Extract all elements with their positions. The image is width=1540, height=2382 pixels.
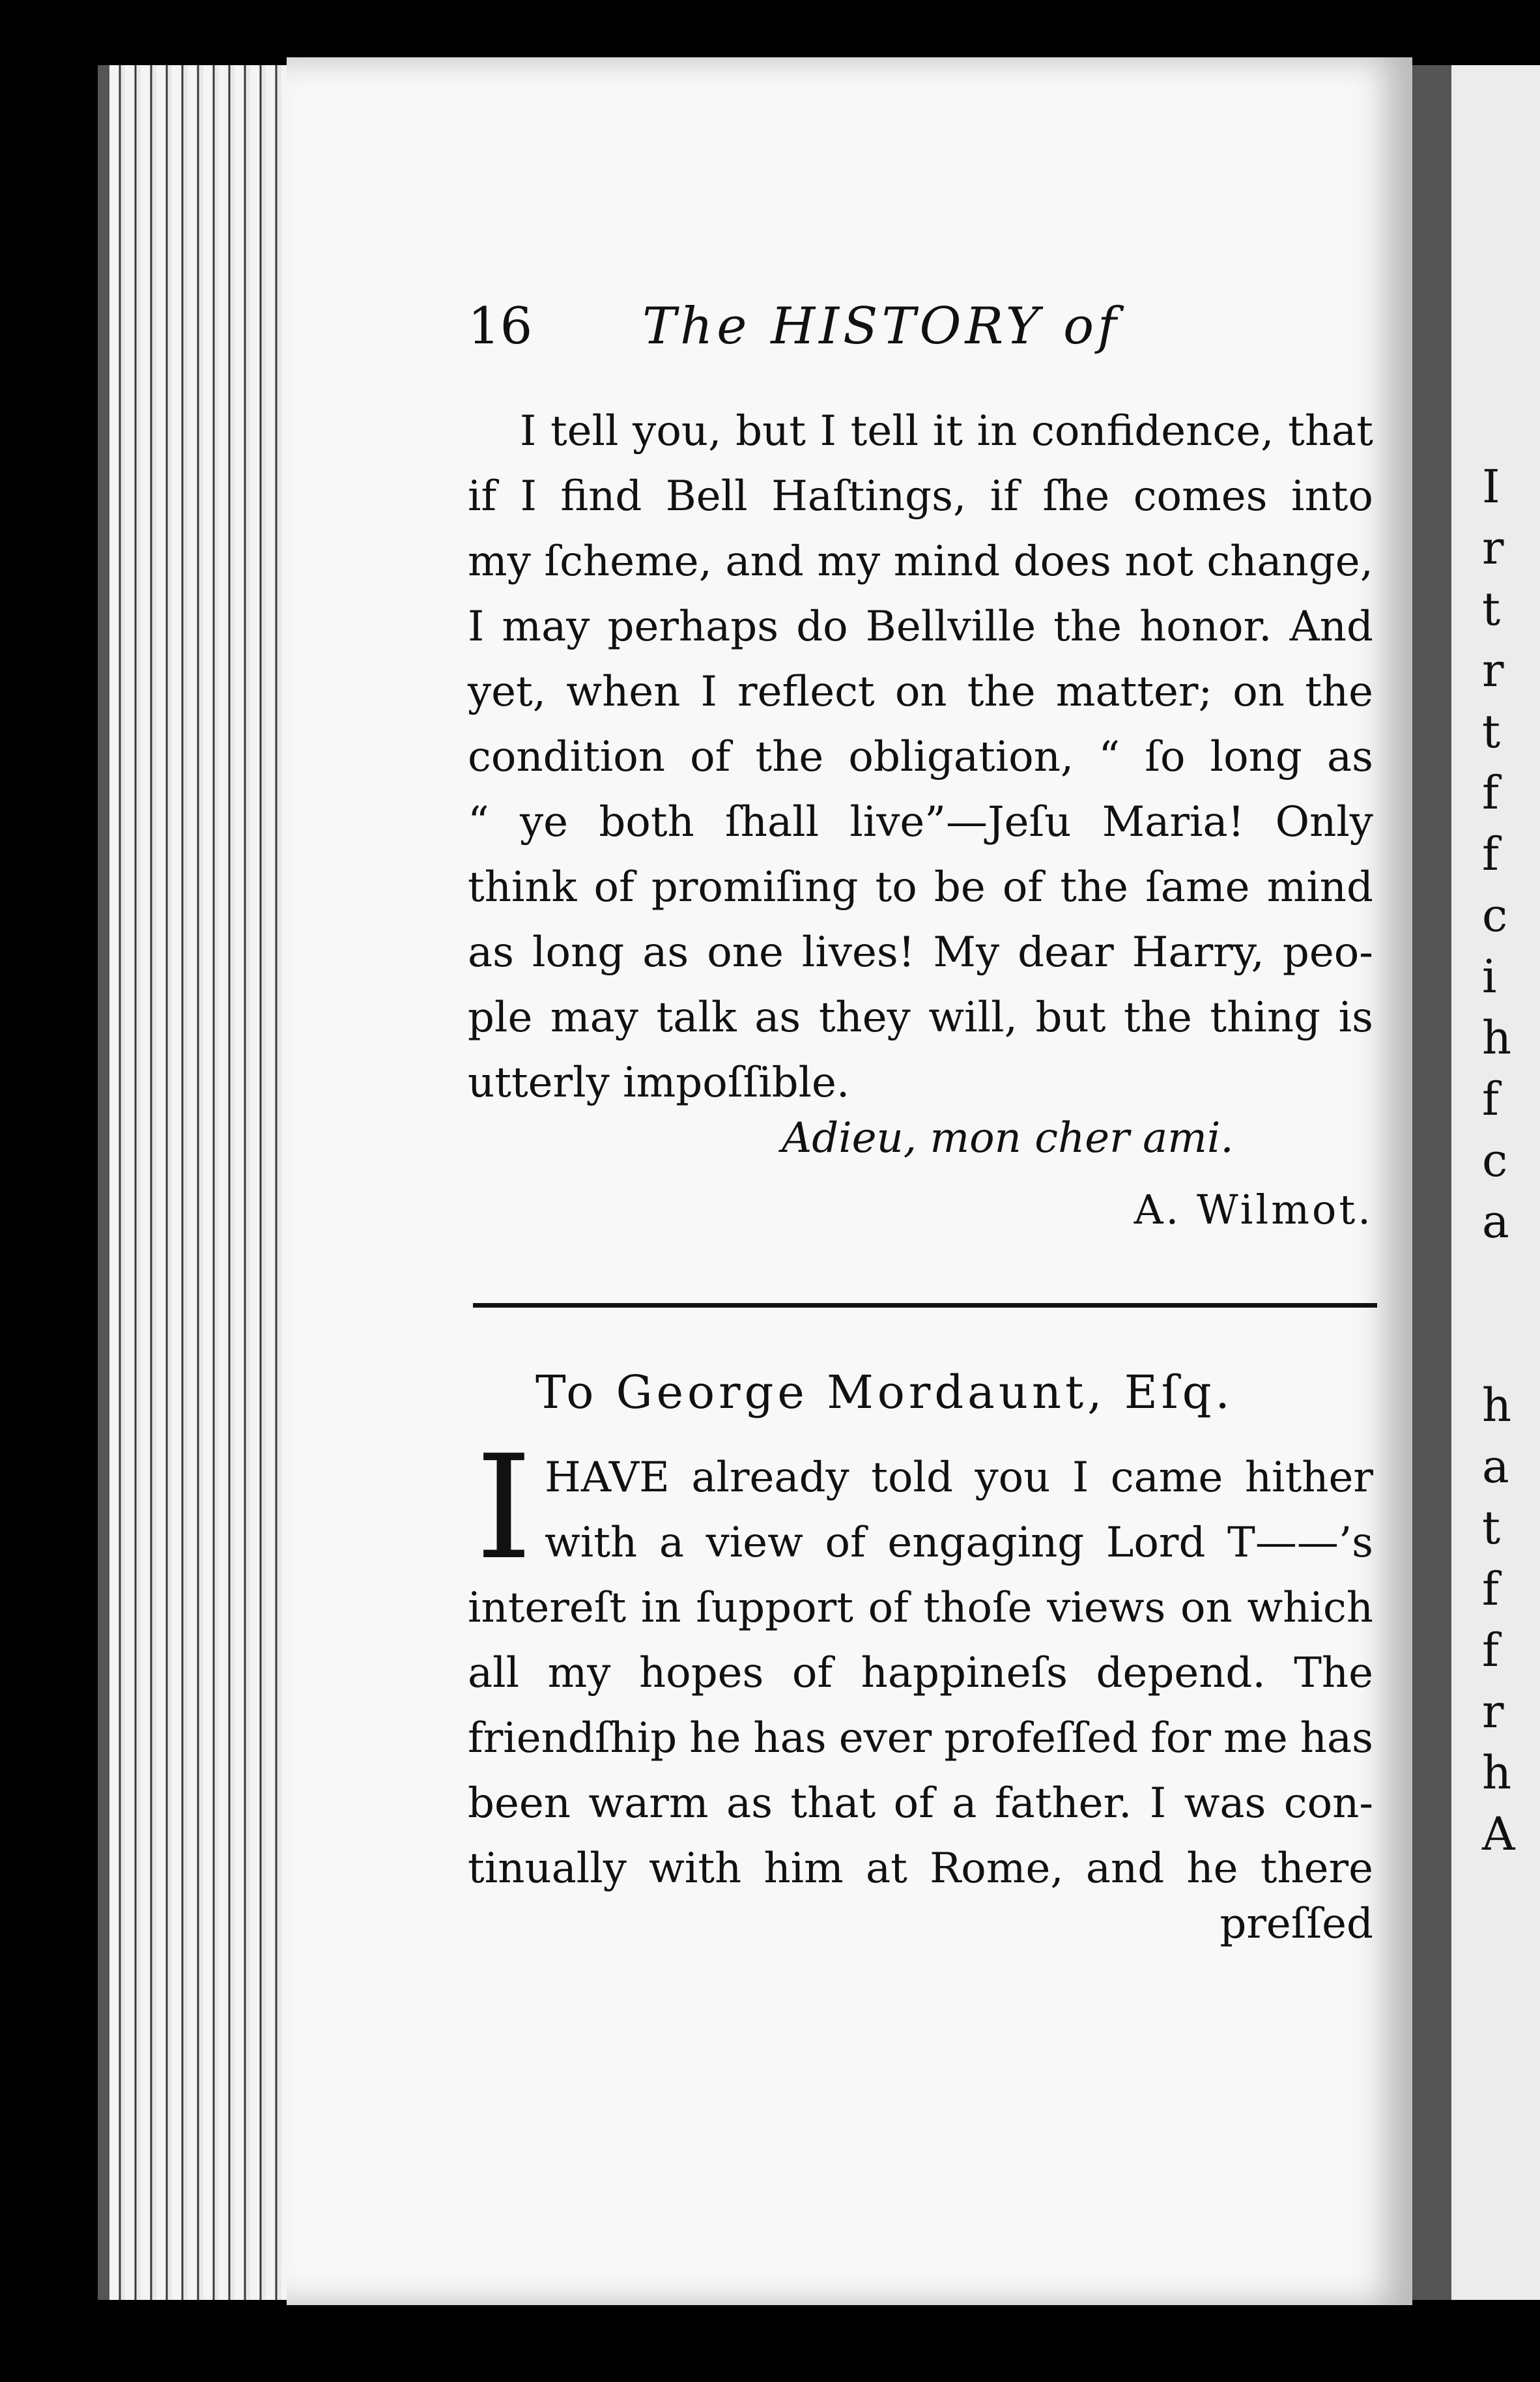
text-line: tinually with him at Rome, and he there: [468, 1844, 1373, 1893]
text-line: been warm as that of a father. I was con-: [468, 1779, 1373, 1828]
text-line: I tell you, but I tell it in confidence, that: [520, 407, 1373, 455]
facing-letter: f: [1482, 1624, 1499, 1677]
text-line: think of promiſing to be of the ſame mind: [468, 863, 1373, 911]
text-line: all my hopes of happineſs depend. The: [468, 1649, 1373, 1697]
section-divider: [473, 1303, 1377, 1308]
facing-letter: f: [1482, 827, 1499, 881]
text-line: “ ye both ſhall live”—Jeſu Maria! Only: [468, 798, 1373, 846]
facing-page-edge: [1412, 65, 1540, 2300]
text-line: condition of the obligation, “ ſo long as: [468, 733, 1373, 781]
text-line: intereſt in ſupport of thoſe views on which: [468, 1584, 1373, 1632]
facing-letter: h: [1482, 1379, 1512, 1432]
facing-letter: f: [1482, 1562, 1499, 1616]
facing-letter: f: [1482, 766, 1499, 820]
facing-letter: [1482, 1313, 1502, 1375]
facing-letter: a: [1482, 1195, 1509, 1248]
facing-letter: t: [1482, 705, 1501, 758]
book-page-edges: [98, 65, 305, 2300]
facing-letter: c: [1482, 889, 1508, 942]
running-head: [468, 297, 1276, 369]
facing-letter: I: [1482, 460, 1500, 513]
facing-letter: h: [1482, 1746, 1512, 1800]
letter-signature: A. Wilmot.: [1134, 1186, 1373, 1233]
facing-letter: i: [1482, 950, 1497, 1003]
text-line: with a view of engaging Lord T——’s: [545, 1519, 1373, 1567]
text-line: as long as one lives! My dear Harry, peo-: [468, 928, 1373, 977]
text-line: ple may talk as they will, but the thing is: [468, 994, 1373, 1042]
text-line: if I find Bell Haſtings, if ſhe comes into: [468, 472, 1373, 521]
facing-letter: A: [1482, 1807, 1515, 1861]
facing-letter: t: [1482, 582, 1501, 636]
text-line: utterly impoſſible.: [468, 1059, 850, 1107]
letter-body: [468, 399, 1373, 1115]
text-line: I may perhaps do Bellville the honor. And: [468, 603, 1373, 651]
facing-letter: r: [1482, 1685, 1504, 1738]
page-number: 16: [468, 297, 533, 356]
facing-page-text: [1482, 456, 1515, 1865]
catchword: preſſed: [1219, 1900, 1373, 1948]
text-line: friendſhip he has ever profeſſed for me has: [468, 1714, 1373, 1762]
facing-letter: t: [1482, 1501, 1501, 1555]
letter-closing: Adieu, mon cher ami.: [782, 1114, 1234, 1162]
book-page: [287, 57, 1412, 2305]
facing-letter: r: [1482, 644, 1504, 697]
facing-letter: c: [1482, 1134, 1508, 1187]
drop-cap: I: [476, 1424, 532, 1591]
facing-letter: h: [1482, 1011, 1512, 1065]
facing-letter: a: [1482, 1440, 1509, 1493]
facing-letter: r: [1482, 521, 1504, 575]
facing-letter: [1482, 1252, 1502, 1313]
text-line: HAVE already told you I came hither: [545, 1454, 1373, 1502]
text-line: yet, when I reflect on the matter; on the: [468, 668, 1373, 716]
text-line: my ſcheme, and my mind does not change,: [468, 538, 1373, 586]
facing-letter: f: [1482, 1072, 1499, 1126]
letter-body: [468, 1445, 1373, 1901]
letter-address: To George Mordaunt, Eſq.: [535, 1366, 1234, 1419]
running-title: The HISTORY of: [642, 297, 1120, 356]
